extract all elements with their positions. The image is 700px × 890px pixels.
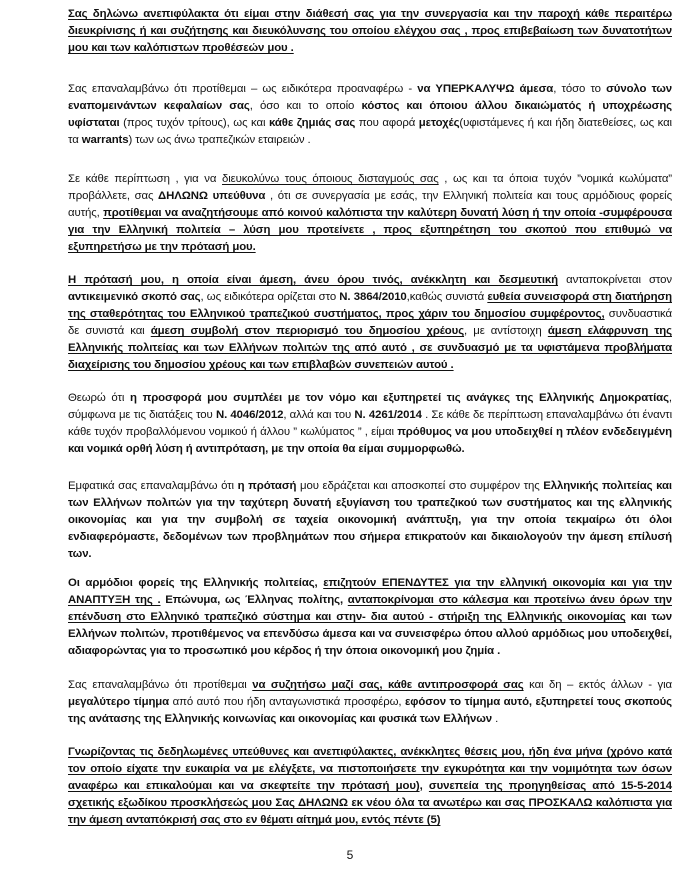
paragraph-renewed-invitation	[68, 744, 672, 829]
text-run: , όσο και το οποίο	[249, 100, 362, 112]
text-run: άμεση ελάφρυνση της Ελληνικής πολιτείας και των Ελλήνων πολιτών της από αυτό , σε συνδυασμό με τα υφιστάμενα προβλήματα διαχείρισης του δημοσίου χρέους και των επιβλαβών συνεπειών αυτού .	[68, 325, 672, 371]
text-run: , ότι σε συνεργασία με εσάς, την Ελληνική πολιτεία και τους αρμόδιους φορείς αυτής,	[68, 190, 672, 219]
text-run: Ν. 4261/2014	[354, 409, 422, 421]
text-run: επιζητούν ΕΠΕΝΔΥΤΕΣ για την ελληνική οικονομία και για την ΑΝΑΠΤΥΞΗ της .	[68, 577, 672, 606]
text-run: άμεση συμβολή στον περιορισμό του δημοσίου χρέους	[150, 325, 465, 337]
paragraph-legal-compliance	[68, 390, 672, 458]
paragraph-proposal-objective	[68, 272, 672, 374]
text-run: από αυτό που ήδη ανταγωνιστικά προσφέρω,	[169, 696, 405, 708]
text-run: σύνολο των εναπομεινάντων κεφαλαίων σας	[68, 83, 672, 112]
text-run: η πρότασή	[237, 480, 297, 492]
text-run: ευθεία συνεισφορά στη διατήρηση της σταθερότητας του Ελληνικού τραπεζικού συστήματος, προς χάριν του δημοσίου συμφέροντος,	[68, 291, 672, 320]
text-run: και δη – εκτός άλλων - για	[523, 679, 672, 691]
text-run: ανταποκρίνεται στον	[558, 274, 672, 286]
text-run: συνεπεία της προηγηθείσας από 15-5-2014 σχετικής εξωδίκου προσκλήσεώς μου Σας ΔΗΛΩΝΩ εκ νέου όλα τα ανωτέρω και σας ΠΡΟΣΚΑΛΩ καλόπιστα για την άμεση ανταπόκρισή σας στο εν θέματι αίτημά μου, εντός πέντε (5)	[68, 780, 672, 826]
text-run: ,καθώς συνιστά	[406, 291, 488, 303]
text-run: Σας επαναλαμβάνω ότι προτίθεμαι – ως ειδικότερα προαναφέρω -	[68, 83, 418, 95]
text-run: κάθε ζημιάς σας	[269, 117, 356, 129]
text-run: .	[492, 713, 499, 725]
page-number: 5	[346, 848, 354, 862]
text-run: (υφιστάμενες ή και ήδη διατεθείσες, ως και τα	[68, 117, 672, 146]
text-run: ,	[419, 780, 429, 792]
paragraph-availability-declaration	[68, 6, 672, 57]
text-run: Εμφατικά σας επαναλαμβάνω ότι	[68, 480, 238, 492]
text-run: , ως και τα όποια τυχόν ”νομικά κωλύματα” προβάλλετε, σας	[68, 173, 672, 202]
text-run: συνδυαστικά δε συνιστά και	[68, 308, 672, 337]
text-run: προτίθεμαι να αναζητήσουμε από κοινού καλόπιστα την καλύτερη δυνατή λύση ή την οποία -συμφέρουσα για την Ελληνική πολιτεία – λύση μου προτείνετε , προς εξυπηρέτηση του σκοπού που επιθυμώ να εξυπηρετήσω με την πρότασή μου.	[68, 207, 672, 253]
paragraph-joint-solution	[68, 171, 672, 256]
text-run: μετοχές	[418, 117, 460, 129]
text-run: Σε κάθε περίπτωση , για να	[68, 173, 223, 185]
text-run: εφόσον το τίμημα αυτό, εξυπηρετεί τους σκοπούς της ανάτασης της Ελληνικής κοινωνίας και οικονομίας και φυσικά των Ελλήνων	[68, 696, 672, 725]
paragraph-counteroffer	[68, 677, 672, 728]
text-run: να ΥΠΕΡΚΑΛΥΨΩ άμεσα	[417, 83, 554, 95]
text-run: Επώνυμα, ως Έλληνας πολίτης,	[160, 594, 348, 606]
text-run: ανταποκρίνομαι στο κάλεσμα και προτείνω άνευ όρων την επένδυση στο Ελληνικό τραπεζικό σύστημα και στην- δια αυτού - στήριξη της Ελληνικής οικονομίας	[68, 594, 672, 623]
text-run: Οι αρμόδιοι φορείς της Ελληνικής πολιτείας,	[68, 577, 324, 589]
text-run: Σας δηλώνω ανεπιφύλακτα ότι είμαι στην διάθεσή σας για την συνεργασία και την παροχή κάθε περαιτέρω διευκρίνισης ή και συζήτησης και διευκόλυνσης του οποίου ελέγχου σας , προς επιβεβαίωση των δυνατοτήτων μου και των καλόπιστων προθέσεών μου .	[68, 8, 672, 54]
paragraph-investors-call	[68, 575, 672, 660]
text-run: Γνωρίζοντας τις δεδηλωμένες υπεύθυνες και ανεπιφύλακτες, ανέκκλητες θέσεις μου, ήδη ένα μήνα (χρόνο κατά τον οποίο είχατε την ευκαιρία να με ελέγξετε, να πιστοποιήσετε την εγκυρότητα και την νομιμότητα των όσων αναφέρω και επικαλούμαι και να σκεφτείτε την πρότασή μου)	[68, 746, 672, 792]
text-run: που αφορά	[355, 117, 419, 129]
text-run: ΔΗΛΩΝΩ υπεύθυνα	[158, 190, 266, 202]
text-run: να συζητήσω μαζί σας, κάθε αντιπροσφορά σας	[252, 679, 524, 691]
text-run: Θεωρώ ότι	[68, 392, 131, 404]
paragraph-coverage-intent	[68, 81, 672, 149]
text-run: Ελληνικής πολιτείας και των Ελλήνων πολιτών για την ταχύτερη δυνατή εξυγίανση του τραπεζικού των συστήματος και της ελληνικής οικονομίας και για την συμβολή σε ταχεία οικονομική ανάπτυξη, για την οποία τεκμαίρω ότι όλοι ενδιαφερόμαστε, δεδομένων των προβλημάτων που σήμερα επικρατούν και δικαιολογούν την άμεση επίλυσή των.	[68, 480, 672, 560]
text-run: , αλλά και του	[283, 409, 355, 421]
text-run: πρόθυμος να μου υποδειχθεί η πλέον ενδεδειγμένη και νομικά ορθή λύση ή αντιπρόταση, με την οποία θα είμαι συμμορφωθώ.	[68, 426, 672, 455]
text-run: , τόσο το	[553, 83, 607, 95]
text-run: μου εδράζεται και αποσκοπεί στο συμφέρον της	[296, 480, 544, 492]
text-run: ) των ως άνω τραπεζικών εταιρειών .	[128, 134, 311, 146]
text-run: διευκολύνω τους όποιους δισταγμούς σας	[222, 173, 439, 185]
text-run: warrants	[81, 134, 129, 146]
text-run: η προσφορά μου συμπλέει με τον νόμο και εξυπηρετεί τις ανάγκες της Ελληνικής Δημοκρατίας	[130, 392, 669, 404]
text-run: κόστος και όποιου άλλου δικαιώματός ή υποχρέωσης υφίσταται	[68, 100, 673, 129]
text-run: (προς τυχόν τρίτους), ως και	[119, 117, 270, 129]
text-run: Η πρότασή μου, η οποία είναι άμεση, άνευ όρου τινός, ανέκκλητη και δεσμευτική	[68, 274, 559, 286]
paragraph-public-interest	[68, 478, 672, 563]
text-run: και των Ελλήνων πολιτών, προτιθέμενος να επενδύσω άμεσα και να συνεισφέρω όπου αλλού αρμόδιως μου υποδειχθεί, αδιαφορώντας για το προσωπικό μου κέρδος ή την όποια οικονομική μου ζημία .	[68, 611, 672, 657]
text-run: μεγαλύτερο τίμημα	[68, 696, 170, 708]
text-run: Σας επαναλαμβάνω ότι προτίθεμαι	[68, 679, 253, 691]
text-run: αντικειμενικό σκοπό σας	[68, 291, 201, 303]
text-run: Ν. 3864/2010	[339, 291, 407, 303]
text-run: Ν. 4046/2012	[215, 409, 284, 421]
text-run: , με αντίστοιχη	[464, 325, 548, 337]
text-run: , ως ειδικότερα ορίζεται στο	[200, 291, 340, 303]
text-run: , σύμφωνα με τις διατάξεις του	[68, 392, 672, 421]
text-run: . Σε κάθε δε περίπτωση επαναλαμβάνω ότι έναντι κάθε τυχόν προβαλλόμενου νομικού ή άλλου ” κωλύματος ” , είμαι	[68, 409, 673, 438]
